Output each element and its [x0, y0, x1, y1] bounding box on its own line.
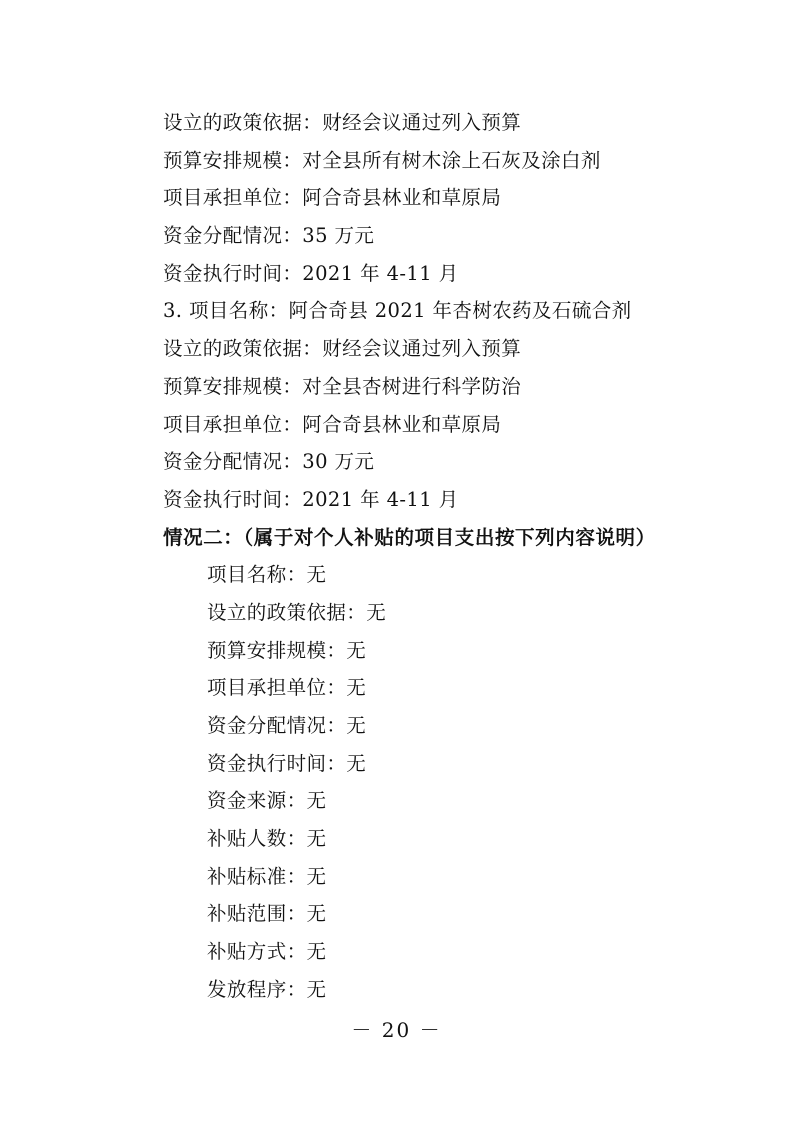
project3-responsible-unit: 项目承担单位：阿合奇县林业和草原局 [163, 412, 502, 436]
project2-fund-allocation: 资金分配情况：35 万元 [163, 224, 375, 248]
project3-fund-allocation: 资金分配情况：30 万元 [163, 450, 375, 474]
project3-title: 3. 项目名称：阿合奇县 2021 年杏树农药及石硫合剂 [163, 299, 632, 323]
project2-responsible-unit: 项目承担单位：阿合奇县林业和草原局 [163, 186, 502, 210]
project3-budget-scale: 预算安排规模：对全县杏树进行科学防治 [163, 374, 522, 398]
project2-policy-basis: 设立的政策依据：财经会议通过列入预算 [163, 111, 522, 134]
list-item: 资金执行时间：无 [207, 751, 367, 775]
list-item: 项目承担单位：无 [207, 676, 367, 700]
body-text [163, 104, 723, 1009]
project3-policy-basis: 设立的政策依据：财经会议通过列入预算 [163, 337, 522, 361]
list-item: 项目名称：无 [207, 563, 327, 587]
project2-execution-time: 资金执行时间：2021 年 4-11 月 [163, 261, 459, 285]
list-item: 发放程序：无 [207, 977, 327, 1001]
list-item: 预算安排规模：无 [207, 638, 367, 662]
page-number: － 20 － [351, 1018, 442, 1042]
list-item: 资金来源：无 [207, 789, 327, 813]
list-item: 补贴人数：无 [207, 827, 327, 851]
section2-heading: 情况二：（属于对个人补贴的项目支出按下列内容说明） [163, 525, 656, 549]
list-item: 补贴标准：无 [207, 864, 327, 888]
list-item: 设立的政策依据：无 [207, 600, 387, 624]
project2-budget-scale: 预算安排规模：对全县所有树木涂上石灰及涂白剂 [163, 148, 601, 172]
list-item: 补贴范围：无 [207, 902, 327, 926]
list-item: 资金分配情况：无 [207, 714, 367, 737]
project3-execution-time: 资金执行时间：2021 年 4-11 月 [163, 487, 459, 511]
list-item: 补贴方式：无 [207, 940, 327, 964]
